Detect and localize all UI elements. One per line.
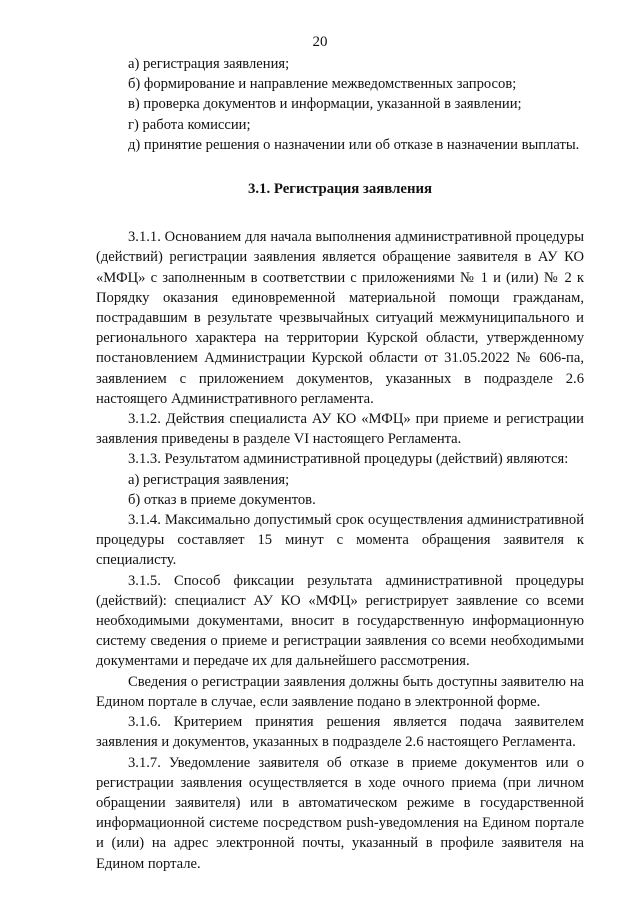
paragraph-3-1-4: 3.1.4. Максимально допустимый срок осуществления административной процедуры составляет 15 минут с момента обращения заявителя к специалисту. <box>96 512 584 569</box>
paragraph-3-1-6: 3.1.6. Критерием принятия решения является подача заявителем заявления и документов, указанных в подразделе 2.6 настоящего Регламента. <box>96 714 584 751</box>
list-item-a: а) регистрация заявления; <box>128 56 290 72</box>
paragraph-3-1-3: 3.1.3. Результатом административной процедуры (действий) являются: <box>128 451 569 468</box>
paragraph-3-1-3-b: б) отказ в приеме документов. <box>128 491 316 508</box>
paragraph-3-1-5: 3.1.5. Способ фиксации результата административной процедуры (действий): специалист АУ КО «МФЦ» регистрирует заявление со всеми необходимыми документами, вносит в государственную информационную систему сведения о приеме и регистрации заявления со всеми необходимыми документами и передаче их для дальнейшего рассмотрения. <box>96 572 584 670</box>
paragraph-3-1-1: 3.1.1. Основанием для начала выполнения административной процедуры (действий) регистрации заявления является обращение заявителя в АУ КО «МФЦ» с заполненным в соответствии с приложениями № 1 и (или) № 2 к Порядку оказания единовременной материальной помощи гражданам, пострадавшим в результате чрезвычайных ситуаций межмуниципального и регионального характера на территории Курской области, утвержденному постановлением Администрации Курской области от 31.05.2022 № 606-па, заявлением с приложением документов, указанных в подразделе 2.6 настоящего Административного регламента. <box>96 229 584 407</box>
paragraph-info: Сведения о регистрации заявления должны быть доступны заявителю на Едином портале в случае, если заявление подано в электронной форме. <box>96 673 584 710</box>
document-body <box>96 54 584 874</box>
paragraph-3-1-2: 3.1.2. Действия специалиста АУ КО «МФЦ» при приеме и регистрации заявления приведены в разделе VI настоящего Регламента. <box>96 411 584 448</box>
paragraph-3-1-3-a: а) регистрация заявления; <box>128 471 290 488</box>
paragraph-3-1-7: 3.1.7. Уведомление заявителя об отказе в приеме документов или о регистрации заявления осуществляется в ходе очного приема (при личном обращении заявителя) или в автоматическом режиме в государственной информационной системе посредством push-уведомления на Едином портале и (или) на адрес электронной почты, указанный в профиле заявителя на Едином портале. <box>96 754 584 872</box>
list-item-d: г) работа комиссии; <box>128 116 251 133</box>
list-item-c: в) проверка документов и информации, указанной в заявлении; <box>128 96 522 113</box>
list-item-b: б) формирование и направление межведомственных запросов; <box>128 76 517 93</box>
list-item-e: д) принятие решения о назначении или об отказе в назначении выплаты. <box>128 136 580 153</box>
page-number: 20 <box>312 34 328 50</box>
section-title: 3.1. Регистрация заявления <box>247 181 433 198</box>
